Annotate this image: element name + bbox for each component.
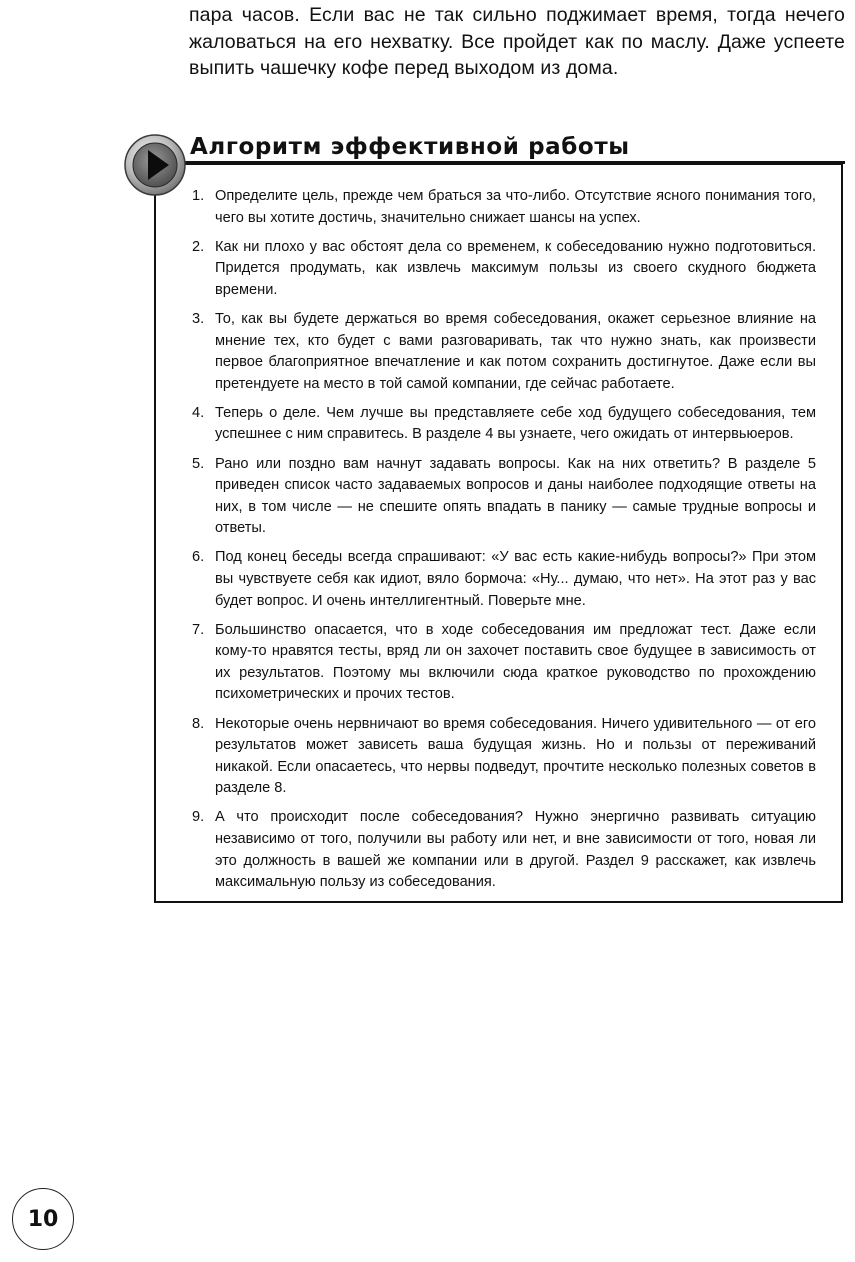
step-number: 5. xyxy=(192,455,205,472)
list-item xyxy=(190,620,816,706)
list-item xyxy=(190,807,816,893)
step-number: 4. xyxy=(192,404,205,421)
list-item xyxy=(190,237,816,302)
step-text: Под конец беседы всегда спрашивают: «У вас есть какие-нибудь вопросы?» При этом вы чувствуете себя как идиот, вяло бормоча: «Ну... думаю, что нет». На этот раз у вас будет вопрос. И очень интеллигентный. Поверьте мне. xyxy=(215,549,816,609)
step-text: Большинство опасается, что в ходе собеседования им предложат тест. Даже если кому-то нравятся тесты, вряд ли он захочет поставить свое будущее в зависимость от их результатов. Поэтому мы включили сюда краткое руководство по прохождению психометрических и прочих тестов. xyxy=(215,621,816,703)
step-number: 8. xyxy=(192,715,205,732)
steps-list xyxy=(190,186,816,901)
step-number: 7. xyxy=(192,621,205,638)
step-number: 2. xyxy=(192,238,205,255)
list-item xyxy=(190,547,816,612)
step-text: Как ни плохо у вас обстоят дела со временем, к собеседованию нужно подготовиться. Придется продумать, как извлечь максимум пользы из своего скудного бюджета времени. xyxy=(215,238,816,298)
step-text: То, как вы будете держаться во время собеседования, окажет серьезное влияние на мнение тех, кто будет с вами разговаривать, так что нужно знать, как произвести первое благоприятное впечатление и как потом сохранить достигнутое. Даже если вы претендуете на место в той самой компании, где сейчас работаете. xyxy=(215,310,816,392)
step-number: 9. xyxy=(192,809,205,826)
section-title: Алгоритм эффективной работы xyxy=(190,134,630,160)
list-item xyxy=(190,309,816,395)
step-text: Некоторые очень нервничают во время собеседования. Ничего удивительного — от его результатов может зависеть ваша будущая жизнь. Но и пользы от переживаний никакой. Если опасаетесь, что нервы подведут, прочтите несколько полезных советов в разделе 8. xyxy=(215,715,816,797)
step-text: Теперь о деле. Чем лучше вы представляете себе ход будущего собеседования, тем успешнее с ним справитесь. В разделе 4 вы узнаете, чего ожидать от интервьюеров. xyxy=(215,404,816,443)
list-item xyxy=(190,186,816,229)
step-number: 3. xyxy=(192,310,205,327)
step-text: Определите цель, прежде чем браться за что-либо. Отсутствие ясного понимания того, чего вы хотите достичь, значительно снижает шансы на успех. xyxy=(215,188,816,226)
page-number: 10 xyxy=(12,1188,74,1250)
step-number: 6. xyxy=(192,549,205,566)
list-item xyxy=(190,403,816,446)
step-number: 1. xyxy=(192,188,205,204)
intro-paragraph: пара часов. Если вас не так сильно поджимает время, тогда нечего жаловаться на его нехватку. Все пройдет как по маслу. Даже успеете выпить чашечку кофе перед выходом из дома. xyxy=(189,4,845,79)
step-text: Рано или поздно вам начнут задавать вопросы. Как на них ответить? В разделе 5 приведен список часто задаваемых вопросов и даны наиболее подходящие ответы на них, в том числе — не спешите опять впадать в панику — самые трудные вопросы и ответы. xyxy=(215,455,816,537)
list-item xyxy=(190,714,816,800)
step-text: А что происходит после собеседования? Нужно энергично развивать ситуацию независимо от того, получили вы работу или нет, и вне зависимости от того, новая ли это должность в вашей же компании или в другой. Раздел 9 расскажет, как извлечь максимальную пользу из собеседования. xyxy=(215,809,816,891)
heading-rule xyxy=(181,161,845,164)
play-icon xyxy=(124,134,186,196)
list-item xyxy=(190,454,816,540)
